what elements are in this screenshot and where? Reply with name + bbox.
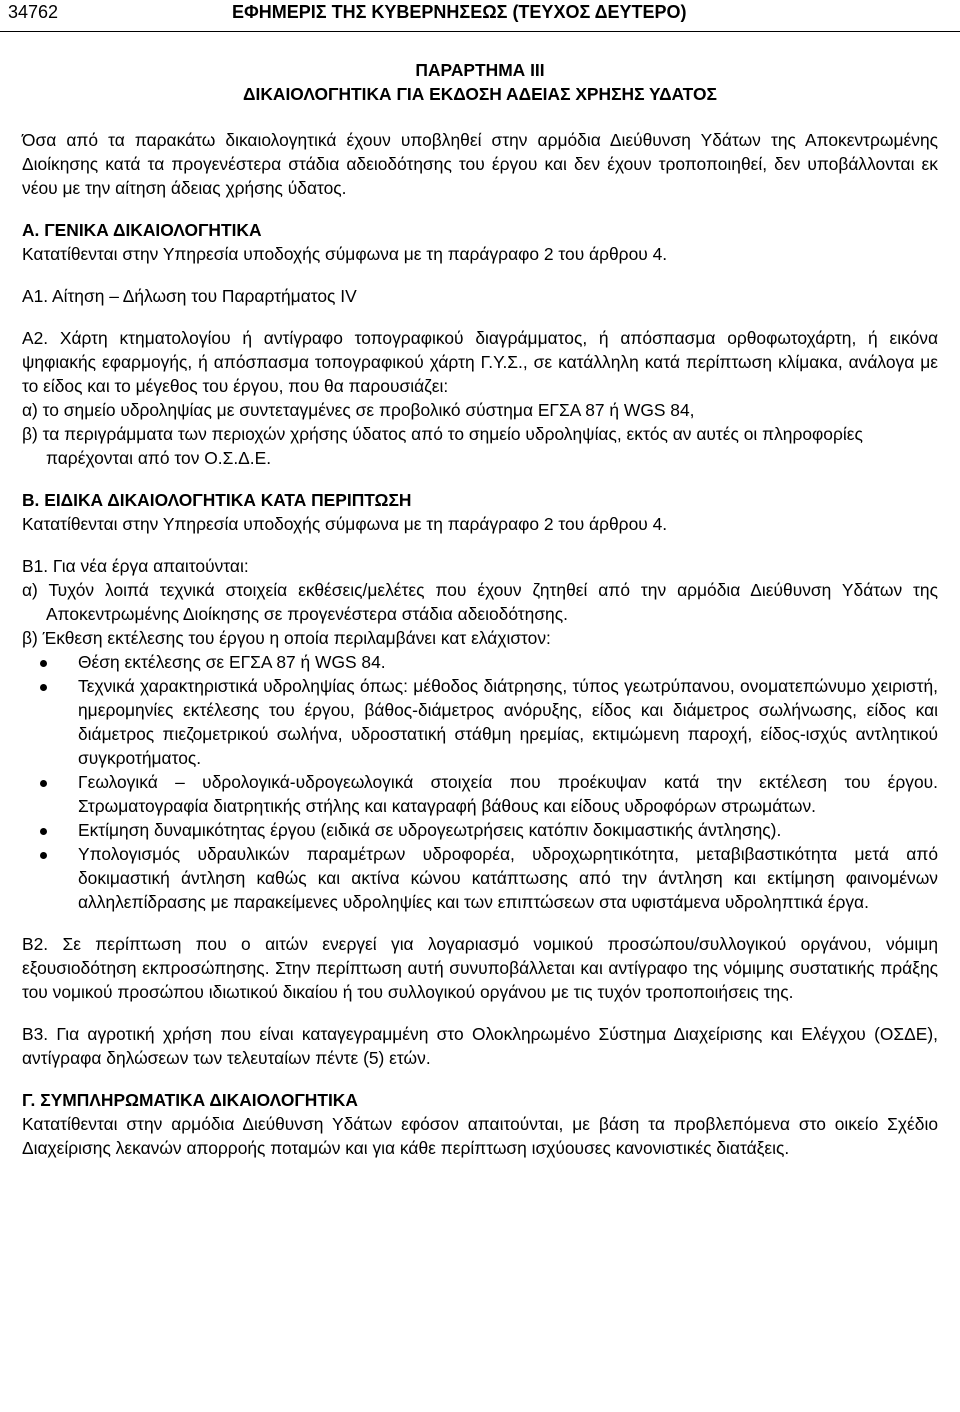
item-a2-b: β) τα περιγράμματα των περιοχών χρήσης ύδατος από το σημείο υδροληψίας, εκτός αν αυτές οι πληροφορίες παρέχονται από τον Ο.Σ.Δ.Ε. [22, 424, 863, 468]
section-a-note: Κατατίθενται στην Υπηρεσία υποδοχής σύμφωνα με τη παράγραφο 2 του άρθρου 4. [22, 244, 668, 264]
item-a2-a: α) το σημείο υδροληψίας με συντεταγμένες σε προβολικό σύστημα ΕΓΣΑ 87 ή WGS 84, [22, 400, 695, 420]
section-c-text: Κατατίθενται στην αρμόδια Διεύθυνση Υδάτων εφόσον απαιτούνται, με βάση τα προβλεπόμενα στο οικείο Σχέδιο Διαχείρισης λεκανών απορροής ποταμών και για κάθε περίπτωση ισχύουσες κανονιστικές διατάξεις. [22, 1114, 938, 1158]
section-b-heading: Β. ΕΙΔΙΚΑ ΔΙΚΑΙΟΛΟΓΗΤΙΚΑ ΚΑΤΑ ΠΕΡΙΠΤΩΣΗ [22, 490, 412, 510]
list-item: Θέση εκτέλεσης σε ΕΓΣΑ 87 ή WGS 84. [22, 650, 938, 674]
item-a2: Α2. Χάρτη κτηματολογίου ή αντίγραφο τοπογραφικού διαγράμματος, ή απόσπασμα ορθοφωτοχάρτη, ή εικόνα ψηφιακής εφαρμογής, ή απόσπασμα τοπογραφικού χάρτη Γ.Υ.Σ., σε κατάλληλη κατά περίπτωση κλίμακα, ανάλογα με το είδος και το μέγεθος του έργου, που θα παρουσιάζει: [22, 328, 938, 396]
item-b2: Β2. Σε περίπτωση που ο αιτών ενεργεί για λογαριασμό νομικού προσώπου/συλλογικού οργάνου, νόμιμη εξουσιοδότηση εκπροσώπησης. Στην περίπτωση αυτή συνυποβάλλεται και αντίγραφο της νόμιμης συστατικής πράξης του νομικού προσώπου ιδιωτικού δικαίου ή του συλλογικού οργάνου με τις τυχόν τροποποιήσεις της. [22, 934, 938, 1002]
list-item: Εκτίμηση δυναμικότητας έργου (ειδικά σε υδρογεωτρήσεις κατόπιν δοκιμαστικής άντλησης). [22, 818, 938, 842]
page-number: 34762 [8, 2, 59, 22]
item-b3: Β3. Για αγροτική χρήση που είναι καταγεγραμμένη στο Ολοκληρωμένο Σύστημα Διαχείρισης και Ελέγχου (ΟΣΔΕ), αντίγραφα δηλώσεων των τελευταίων πέντε (5) ετών. [22, 1024, 938, 1068]
item-b1-a: α) Τυχόν λοιπά τεχνικά στοιχεία εκθέσεις/μελέτες που έχουν ζητηθεί από την αρμόδια Διεύθυνση Υδάτων της Αποκεντρωμένης Διοίκησης σε προγενέστερα στάδια αδειοδότησης. [22, 580, 938, 624]
page-header [0, 0, 960, 36]
b1-bullet-list [22, 650, 938, 914]
bullet-icon [40, 660, 47, 667]
section-b-note: Κατατίθενται στην Υπηρεσία υποδοχής σύμφωνα με τη παράγραφο 2 του άρθρου 4. [22, 514, 668, 534]
list-item: Υπολογισμός υδραυλικών παραμέτρων υδροφορέα, υδροχωρητικότητα, μεταβιβαστικότητα μετά από δοκιμαστική άντληση καθώς και ακτίνα κώνου κατάπτωσης από την άντληση και εκτίμηση φαινομένων αλληλεπίδρασης με παρακείμενες υδροληψίες και των επιπτώσεων στα υφιστάμενα υδροληπτικά έργα. [22, 842, 938, 914]
annex-title: ΠΑΡΑΡΤΗΜΑ III [415, 60, 545, 80]
section-c-heading: Γ. ΣΥΜΠΛΗΡΩΜΑΤΙΚΑ ΔΙΚΑΙΟΛΟΓΗΤΙΚΑ [22, 1090, 358, 1110]
gazette-title: ΕΦΗΜΕΡΙΣ ΤΗΣ ΚΥΒΕΡΝΗΣΕΩΣ (ΤΕΥΧΟΣ ΔΕΥΤΕΡΟ) [232, 2, 687, 22]
bullet-icon [40, 780, 47, 787]
bullet-icon [40, 828, 47, 835]
bullet-icon [40, 852, 47, 859]
header-rule [0, 31, 960, 32]
list-item: Γεωλογικά – υδρολογικά-υδρογεωλογικά στοιχεία που προέκυψαν κατά την εκτέλεση του έργου. Στρωματογραφία διατρητικής στήλης και καταγραφή βάθους και είδους υδροφόρων στρωμάτων. [22, 770, 938, 818]
item-a1: Α1. Αίτηση – Δήλωση του Παραρτήματος IV [22, 286, 357, 306]
annex-subtitle: ΔΙΚΑΙΟΛΟΓΗΤΙΚΑ ΓΙΑ ΕΚΔΟΣΗ ΑΔΕΙΑΣ ΧΡΗΣΗΣ ΥΔΑΤΟΣ [243, 84, 717, 104]
document-body [22, 58, 938, 1160]
bullet-icon [40, 684, 47, 691]
intro-paragraph: Όσα από τα παρακάτω δικαιολογητικά έχουν υποβληθεί στην αρμόδια Διεύθυνση Υδάτων της Αποκεντρωμένης Διοίκησης κατά τα προγενέστερα στάδια αδειοδότησης του έργου και δεν έχουν τροποποιηθεί, δεν υποβάλλονται εκ νέου με την αίτηση άδειας χρήσης ύδατος. [22, 130, 938, 198]
section-a-heading: Α. ΓΕΝΙΚΑ ΔΙΚΑΙΟΛΟΓΗΤΙΚΑ [22, 220, 262, 240]
item-b1-b: β) Έκθεση εκτέλεσης του έργου η οποία περιλαμβάνει κατ ελάχιστον: [22, 628, 551, 648]
item-b1: Β1. Για νέα έργα απαιτούνται: [22, 556, 249, 576]
list-item: Τεχνικά χαρακτηριστικά υδροληψίας όπως: μέθοδος διάτρησης, τύπος γεωτρύπανου, ονοματεπώνυμο χειριστή, ημερομηνίες εκτέλεσης του έργου, βάθος-διάμετρος ανόρυξης, είδος και διάμετρος σωλήνωσης, είδος και διάμετρος πιεζομετρικού σωλήνα, υδροστατική στάθμη ηρεμίας, εκτιμώμενη παροχή, είδος-ισχύς αντλητικού συγκροτήματος. [22, 674, 938, 770]
